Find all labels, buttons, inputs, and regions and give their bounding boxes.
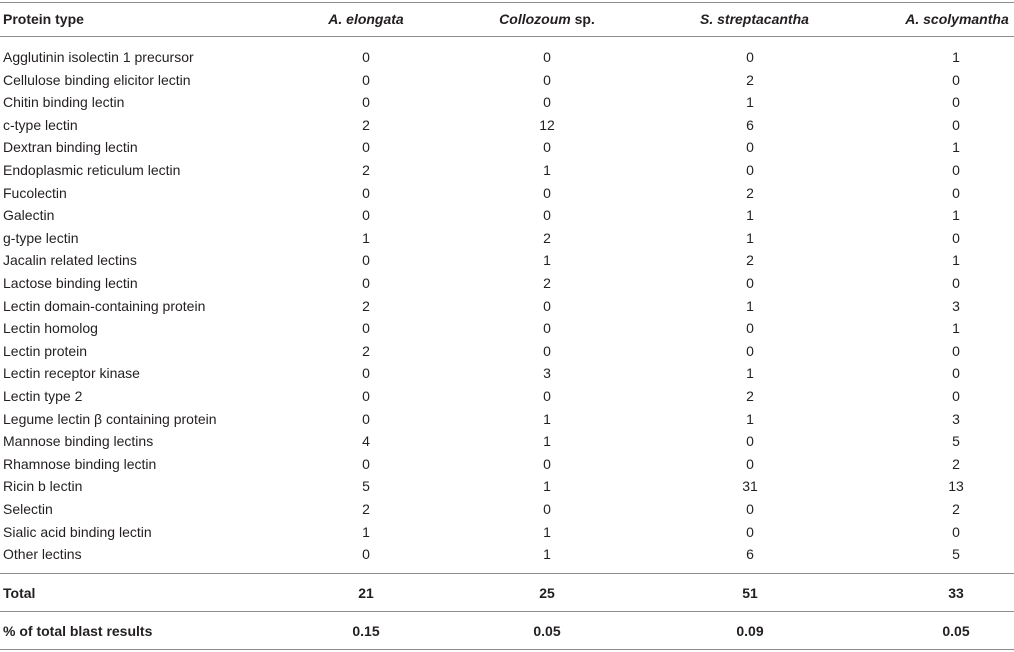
- header-collozoum-genus: Collozoum: [499, 11, 571, 27]
- count-cell: 1: [746, 207, 754, 224]
- header-a-scolymantha: A. scolymantha: [905, 11, 1009, 27]
- table-row: [0, 159, 1014, 181]
- count-cell: 0: [543, 184, 551, 201]
- table-top-rule: [0, 2, 1014, 3]
- protein-type-cell: Lectin type 2: [3, 388, 83, 404]
- percent-value: 0.15: [352, 623, 380, 639]
- count-cell: 0: [543, 207, 551, 224]
- count-cell: 2: [362, 297, 370, 314]
- percent-rule: [0, 611, 1014, 612]
- percent-value: 0.09: [736, 623, 764, 639]
- table-row: [0, 385, 1014, 407]
- count-cell: 1: [746, 94, 754, 111]
- protein-type-cell: Mannose binding lectins: [3, 433, 154, 450]
- count-cell: 2: [362, 342, 370, 359]
- count-cell: 2: [746, 184, 754, 201]
- count-cell: 1: [543, 433, 551, 450]
- count-cell: 6: [746, 546, 754, 563]
- count-cell: 0: [362, 365, 370, 382]
- count-cell: 0: [952, 229, 960, 246]
- protein-type-cell: Fucolectin: [3, 184, 67, 201]
- count-cell: 2: [362, 116, 370, 133]
- count-cell: 1: [362, 523, 370, 540]
- count-cell: 5: [952, 546, 960, 563]
- count-cell: 0: [362, 252, 370, 269]
- count-cell: 1: [746, 229, 754, 246]
- count-cell: 3: [952, 297, 960, 314]
- count-cell: 0: [952, 388, 960, 404]
- count-cell: 1: [952, 139, 960, 156]
- total-row: [0, 582, 1014, 604]
- count-cell: 0: [952, 71, 960, 88]
- count-cell: 2: [952, 455, 960, 472]
- count-cell: 1: [746, 410, 754, 427]
- count-cell: 0: [362, 275, 370, 291]
- count-cell: 0: [746, 455, 754, 472]
- count-cell: 2: [746, 252, 754, 269]
- total-value: 21: [358, 585, 374, 601]
- count-cell: 0: [952, 365, 960, 382]
- count-cell: 0: [746, 320, 754, 337]
- count-cell: 1: [952, 49, 960, 65]
- count-cell: 0: [952, 342, 960, 359]
- count-cell: 0: [952, 116, 960, 133]
- count-cell: 2: [952, 501, 960, 517]
- count-cell: 0: [543, 455, 551, 472]
- count-cell: 3: [543, 365, 551, 382]
- count-cell: 2: [746, 388, 754, 404]
- table-row: [0, 453, 1014, 475]
- table-row: [0, 204, 1014, 226]
- count-cell: 0: [746, 49, 754, 65]
- count-cell: 0: [362, 410, 370, 427]
- count-cell: 1: [543, 162, 551, 178]
- count-cell: 1: [746, 365, 754, 382]
- protein-type-cell: Other lectins: [3, 546, 82, 563]
- table-row: [0, 272, 1014, 294]
- table-row: [0, 475, 1014, 497]
- count-cell: 0: [362, 388, 370, 404]
- table-row: [0, 408, 1014, 430]
- count-cell: 0: [362, 320, 370, 337]
- protein-type-cell: Jacalin related lectins: [3, 252, 137, 269]
- table-row: [0, 498, 1014, 520]
- total-value: 33: [948, 585, 964, 601]
- protein-type-cell: Lectin domain-containing protein: [3, 297, 206, 314]
- count-cell: 0: [746, 275, 754, 291]
- protein-type-cell: c-type lectin: [3, 116, 78, 133]
- percent-value: 0.05: [533, 623, 561, 639]
- total-label: Total: [3, 585, 36, 601]
- count-cell: 0: [746, 523, 754, 540]
- count-cell: 1: [746, 297, 754, 314]
- table-row: [0, 182, 1014, 204]
- table-header-row: [0, 8, 1014, 30]
- count-cell: 0: [952, 275, 960, 291]
- table-row: [0, 227, 1014, 249]
- total-value: 51: [742, 585, 758, 601]
- count-cell: 0: [362, 184, 370, 201]
- table-row: [0, 340, 1014, 362]
- count-cell: 31: [742, 478, 758, 495]
- table-row: [0, 136, 1014, 158]
- table-row: [0, 543, 1014, 565]
- protein-type-cell: Lectin protein: [3, 342, 88, 359]
- protein-type-cell: Agglutinin isolectin 1 precursor: [3, 49, 194, 65]
- table-row: [0, 46, 1014, 68]
- count-cell: 0: [543, 71, 551, 88]
- header-collozoum: [497, 8, 597, 30]
- protein-type-cell: Lectin receptor kinase: [3, 365, 140, 382]
- count-cell: 0: [362, 49, 370, 65]
- header-protein-type: Protein type: [3, 11, 84, 27]
- percent-row: [0, 620, 1014, 642]
- count-cell: 5: [952, 433, 960, 450]
- protein-type-cell: Cellulose binding elicitor lectin: [3, 71, 191, 88]
- count-cell: 0: [362, 546, 370, 563]
- count-cell: 1: [543, 410, 551, 427]
- protein-type-cell: Sialic acid binding lectin: [3, 523, 152, 540]
- count-cell: 0: [543, 297, 551, 314]
- protein-type-cell: Rhamnose binding lectin: [3, 455, 157, 472]
- count-cell: 2: [362, 162, 370, 178]
- count-cell: 0: [952, 184, 960, 201]
- count-cell: 3: [952, 410, 960, 427]
- count-cell: 0: [543, 501, 551, 517]
- count-cell: 2: [543, 229, 551, 246]
- protein-type-cell: Chitin binding lectin: [3, 94, 125, 111]
- count-cell: 2: [362, 501, 370, 517]
- count-cell: 0: [543, 342, 551, 359]
- count-cell: 13: [948, 478, 964, 495]
- protein-type-cell: Selectin: [3, 501, 53, 517]
- table-row: [0, 430, 1014, 452]
- count-cell: 1: [543, 252, 551, 269]
- table-row: [0, 295, 1014, 317]
- count-cell: 4: [362, 433, 370, 450]
- count-cell: 0: [362, 207, 370, 224]
- protein-type-cell: Lactose binding lectin: [3, 275, 138, 291]
- table-row: [0, 114, 1014, 136]
- count-cell: 0: [746, 433, 754, 450]
- total-value: 25: [539, 585, 555, 601]
- header-collozoum-sp: sp.: [570, 11, 595, 27]
- count-cell: 5: [362, 478, 370, 495]
- count-cell: 0: [746, 342, 754, 359]
- count-cell: 0: [746, 501, 754, 517]
- percent-value: 0.05: [942, 623, 970, 639]
- count-cell: 6: [746, 116, 754, 133]
- count-cell: 2: [746, 71, 754, 88]
- table-row: [0, 362, 1014, 384]
- count-cell: 2: [543, 275, 551, 291]
- count-cell: 0: [952, 523, 960, 540]
- count-cell: 0: [543, 49, 551, 65]
- count-cell: 0: [362, 455, 370, 472]
- count-cell: 0: [543, 320, 551, 337]
- count-cell: 0: [362, 71, 370, 88]
- protein-type-cell: g-type lectin: [3, 229, 79, 246]
- protein-type-cell: Legume lectin β containing protein: [3, 410, 217, 427]
- protein-type-cell: Endoplasmic reticulum lectin: [3, 162, 181, 178]
- header-s-streptacantha: S. streptacantha: [700, 11, 809, 27]
- count-cell: 1: [362, 229, 370, 246]
- table-row: [0, 91, 1014, 113]
- header-a-elongata: A. elongata: [328, 11, 404, 27]
- count-cell: 0: [952, 162, 960, 178]
- count-cell: 0: [543, 139, 551, 156]
- header-rule: [0, 36, 1014, 37]
- count-cell: 1: [543, 478, 551, 495]
- table-row: [0, 249, 1014, 271]
- count-cell: 1: [952, 252, 960, 269]
- count-cell: 1: [952, 320, 960, 337]
- table-row: [0, 317, 1014, 339]
- table-row: [0, 69, 1014, 91]
- count-cell: 1: [543, 546, 551, 563]
- protein-type-cell: Dextran binding lectin: [3, 139, 138, 156]
- count-cell: 0: [746, 139, 754, 156]
- count-cell: 0: [543, 388, 551, 404]
- count-cell: 0: [543, 94, 551, 111]
- count-cell: 0: [362, 94, 370, 111]
- protein-type-cell: Lectin homolog: [3, 320, 98, 337]
- count-cell: 1: [543, 523, 551, 540]
- protein-type-cell: Galectin: [3, 207, 55, 224]
- count-cell: 12: [539, 116, 555, 133]
- table-row: [0, 521, 1014, 543]
- total-rule: [0, 573, 1014, 574]
- count-cell: 0: [952, 94, 960, 111]
- percent-label: % of total blast results: [3, 623, 153, 639]
- table-bottom-rule: [0, 649, 1014, 650]
- count-cell: 1: [952, 207, 960, 224]
- count-cell: 0: [362, 139, 370, 156]
- protein-type-cell: Ricin b lectin: [3, 478, 83, 495]
- count-cell: 0: [746, 162, 754, 178]
